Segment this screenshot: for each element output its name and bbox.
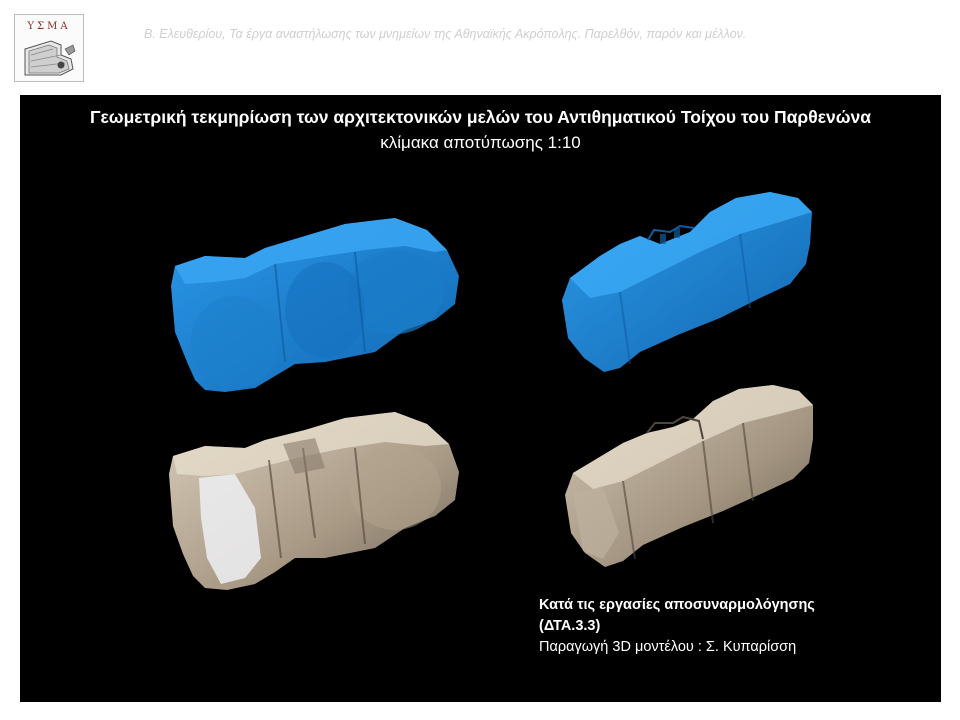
textured-model-left bbox=[165, 408, 465, 593]
caption-line-3: Παραγωγή 3D μοντέλου : Σ. Κυπαρίσση bbox=[539, 639, 797, 655]
caption-line-1: Κατά τις εργασίες αποσυναρμολόγησης bbox=[539, 597, 815, 613]
textured-model-right bbox=[563, 383, 825, 573]
mesh-model-left bbox=[165, 212, 465, 397]
slide-title: Γεωμετρική τεκμηρίωση των αρχιτεκτονικών μελών του Αντιθηματικού Τοίχου του Παρθενώνα bbox=[89, 107, 872, 127]
slide-caption bbox=[539, 595, 815, 658]
slide-subtitle: κλίμακα αποτύπωσης 1:10 bbox=[380, 133, 581, 152]
mesh-model-right bbox=[560, 188, 830, 378]
logo-emblem-icon bbox=[21, 35, 79, 79]
caption-line-2: (ΔΤΑ.3.3) bbox=[539, 618, 601, 634]
citation-text: Β. Ελευθερίου, Τα έργα αναστήλωσης των μνημείων της Αθηναϊκής Ακρόπολης. Παρελθόν, παρόν και μέλλον. bbox=[144, 27, 747, 41]
logo-text: ΥΣΜΑ bbox=[27, 21, 71, 32]
slide bbox=[20, 95, 941, 702]
ysma-logo bbox=[14, 14, 84, 82]
